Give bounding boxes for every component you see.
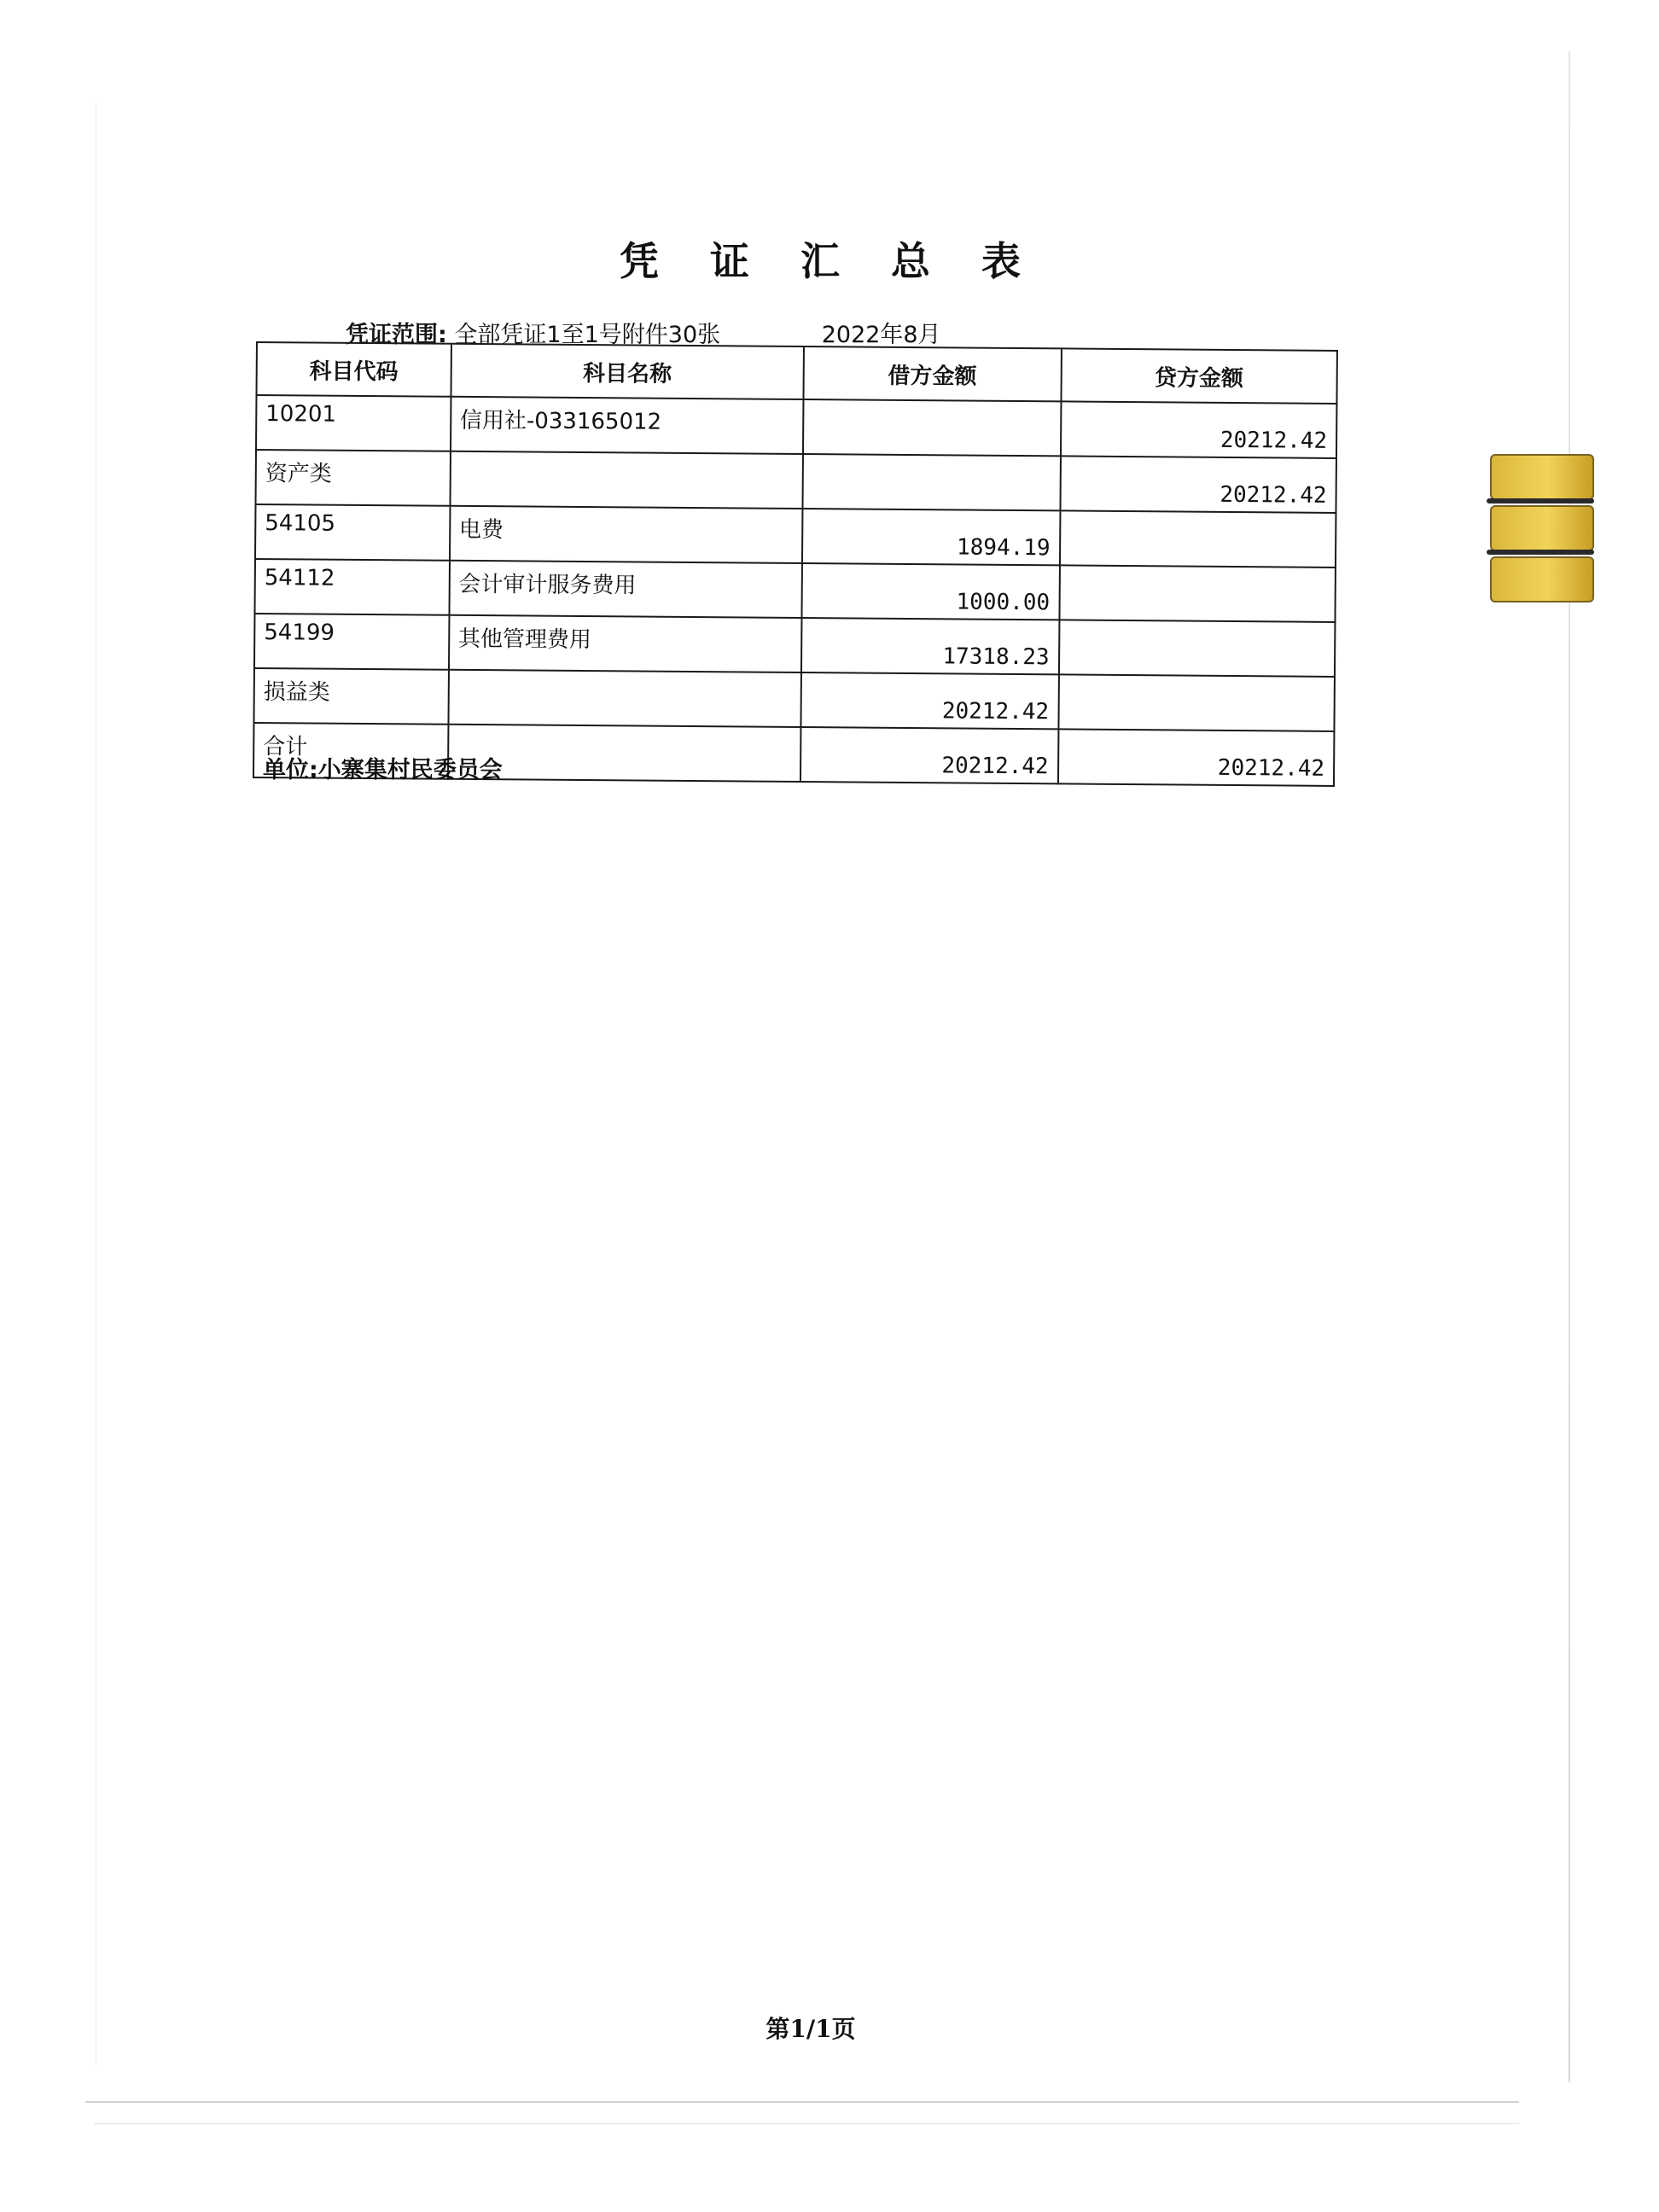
period-label: 2022年8月 <box>821 322 941 348</box>
cell-code: 资产类 <box>255 450 450 506</box>
table-row <box>254 614 1335 677</box>
cell-code: 54105 <box>255 504 450 561</box>
range-label: 凭证范围: <box>346 322 447 348</box>
cell-name <box>448 670 801 727</box>
cell-debit: 20212.42 <box>800 672 1058 729</box>
cell-credit: 20212.42 <box>1060 401 1336 458</box>
page-number: 第1/1页 <box>765 2015 856 2043</box>
binder-clip-plate <box>1490 454 1594 500</box>
document-title: 凭 证 汇 总 表 <box>619 238 1040 284</box>
range-value: 全部凭证1至1号附件30张 <box>454 322 721 348</box>
binder-clip-plate <box>1490 556 1594 602</box>
cell-name <box>450 451 803 509</box>
cell-code: 合计 <box>253 723 448 779</box>
scan-edge-bottom <box>94 2123 1519 2124</box>
scan-edge-bottom <box>85 2101 1519 2103</box>
voucher-summary-table <box>253 341 1338 787</box>
binder-clip-band <box>1487 550 1594 555</box>
cell-credit <box>1059 510 1336 568</box>
cell-credit: 20212.42 <box>1060 456 1336 513</box>
header-account-code: 科目代码 <box>257 342 451 397</box>
table-row <box>253 668 1334 731</box>
cell-debit: 20212.42 <box>800 727 1058 783</box>
cell-name: 信用社-033165012 <box>451 397 804 454</box>
table-row <box>254 559 1335 622</box>
unit-label: 单位:小寨集村民委员会 <box>263 757 503 783</box>
cell-debit: 1000.00 <box>801 563 1059 620</box>
header-debit-amount: 借方金额 <box>803 346 1061 401</box>
table-row <box>255 504 1336 568</box>
table-row <box>256 395 1336 458</box>
cell-debit <box>802 454 1060 510</box>
cell-credit <box>1059 565 1336 622</box>
cell-credit <box>1058 620 1335 677</box>
cell-code: 损益类 <box>253 668 448 725</box>
binder-clip-band <box>1487 498 1594 504</box>
cell-credit <box>1058 674 1335 731</box>
header-credit-amount: 贷方金额 <box>1061 348 1337 404</box>
header-account-name: 科目名称 <box>451 344 804 399</box>
scan-edge-right <box>1569 51 1570 2082</box>
binder-clip-plate <box>1490 505 1594 551</box>
cell-name: 电费 <box>450 506 803 563</box>
cell-debit <box>803 399 1061 456</box>
binder-clip <box>1490 454 1591 599</box>
cell-code: 54112 <box>254 559 449 615</box>
cell-code: 10201 <box>256 395 451 451</box>
cell-code: 54199 <box>254 614 449 670</box>
table-header-row <box>257 342 1337 404</box>
cell-name: 其他管理费用 <box>449 615 802 672</box>
cell-debit: 1894.19 <box>802 509 1060 565</box>
table-row <box>255 450 1336 513</box>
cell-name: 会计审计服务费用 <box>449 561 802 618</box>
cell-credit: 20212.42 <box>1057 729 1334 786</box>
cell-debit: 17318.23 <box>801 618 1059 674</box>
